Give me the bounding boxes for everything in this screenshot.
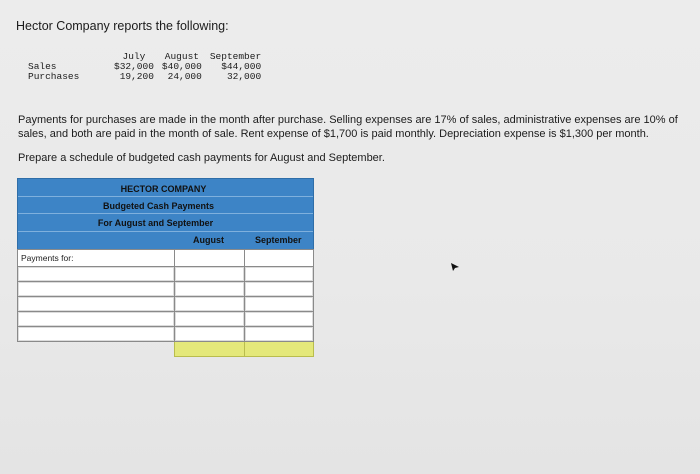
sales-august: $40,000 (161, 61, 202, 72)
amount-input-september[interactable] (244, 267, 313, 282)
purchases-august: 24,000 (167, 71, 202, 82)
amount-input-august[interactable] (175, 250, 244, 267)
instruction-text: Prepare a schedule of budgeted cash payments for August and September. (18, 152, 385, 164)
table-row (18, 282, 314, 297)
amount-input-september[interactable] (244, 327, 313, 342)
payment-label-input[interactable] (18, 267, 175, 282)
schedule-header (17, 178, 314, 250)
total-input-august[interactable] (175, 342, 244, 357)
table-row (18, 312, 314, 327)
table-row (18, 267, 314, 282)
payment-label-input[interactable] (18, 282, 175, 297)
amount-input-august[interactable] (175, 267, 244, 282)
sales-purchases-table (28, 52, 265, 82)
amount-input-september[interactable] (244, 250, 313, 267)
schedule-period: For August and September (97, 218, 214, 228)
total-input-september[interactable] (244, 342, 313, 357)
schedule-col-september: September (255, 235, 302, 245)
amount-input-august[interactable] (175, 297, 244, 312)
amount-input-august[interactable] (175, 312, 244, 327)
header-divider (18, 196, 313, 197)
row-label-purchases: Purchases (28, 71, 80, 82)
row-label-sales: Sales (28, 61, 57, 72)
amount-input-august[interactable] (175, 282, 244, 297)
problem-heading: Hector Company reports the following: (16, 19, 229, 33)
header-divider (18, 231, 313, 232)
schedule-title: Budgeted Cash Payments (102, 201, 215, 211)
col-august: August (164, 51, 199, 62)
sales-july: $32,000 (114, 61, 154, 72)
schedule-company: HECTOR COMPANY (120, 184, 207, 194)
sales-september: $44,000 (221, 61, 262, 72)
problem-paragraph: Payments for purchases are made in the month after purchase. Selling expenses are 17% of sales, administrative expenses are 10% of sales, and both are paid in the month of sale. Rent expense of $1,700 is paid monthly. Depreciation expense is $1,300 per month. (18, 114, 678, 140)
payment-label-input[interactable] (18, 312, 175, 327)
amount-input-september[interactable] (244, 297, 313, 312)
cash-payments-schedule (17, 178, 314, 368)
purchases-september: 32,000 (226, 71, 262, 82)
payment-label-input[interactable] (18, 327, 175, 342)
payments-for-label: Payments for: (21, 253, 74, 263)
purchases-july: 19,200 (119, 71, 154, 82)
amount-input-september[interactable] (244, 282, 313, 297)
amount-input-september[interactable] (244, 312, 313, 327)
mouse-cursor-icon (450, 262, 460, 272)
table-row (18, 250, 314, 267)
payment-label-input[interactable] (18, 297, 175, 312)
schedule-col-august: August (193, 235, 224, 245)
table-row (18, 327, 314, 342)
table-row-total (18, 342, 314, 357)
header-divider (18, 213, 313, 214)
payments-for-cell (18, 250, 175, 267)
amount-input-august[interactable] (175, 327, 244, 342)
col-july: July (122, 51, 146, 62)
col-september: September (209, 51, 262, 62)
schedule-grid (17, 249, 314, 357)
table-row (18, 297, 314, 312)
